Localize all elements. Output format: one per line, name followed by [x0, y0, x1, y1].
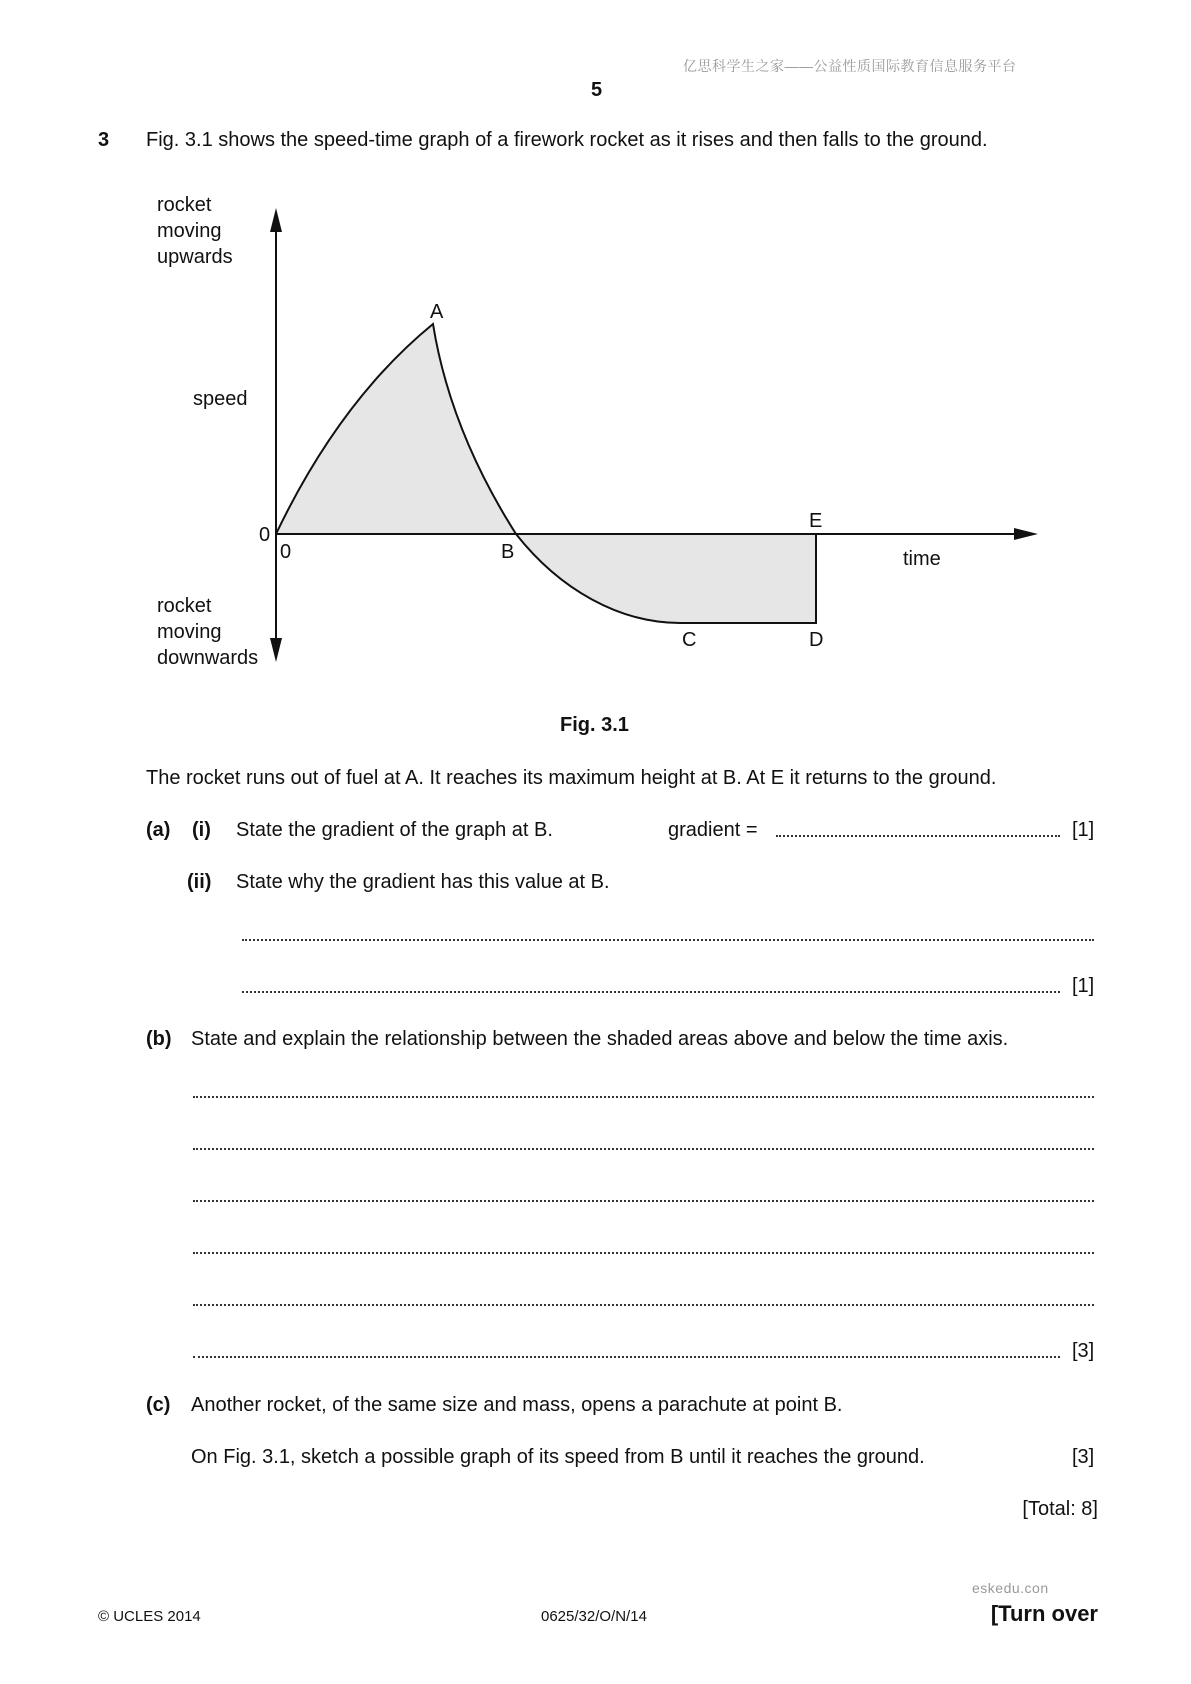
part-a-ii-label: (ii): [187, 871, 212, 893]
answer-line-b-6[interactable]: [193, 1354, 1060, 1358]
part-b-label: (b): [146, 1028, 172, 1050]
statement: The rocket runs out of fuel at A. It reaches its maximum height at B. At E it returns to the ground.: [146, 767, 997, 789]
gradient-answer-line[interactable]: [776, 833, 1060, 837]
point-b-label: B: [501, 541, 515, 563]
point-d-label: D: [809, 629, 824, 651]
down-label-line-1: rocket: [157, 595, 212, 617]
speed-axis-arrow-up: [270, 208, 282, 232]
part-c-label: (c): [146, 1394, 171, 1416]
x-axis-label: time: [903, 548, 941, 570]
point-c-label: C: [682, 629, 697, 651]
answer-line-a-ii-2[interactable]: [242, 989, 1060, 993]
copyright: © UCLES 2014: [98, 1608, 201, 1625]
up-label-line-1: rocket: [157, 194, 212, 216]
answer-line-b-2[interactable]: [193, 1146, 1094, 1150]
answer-line-b-1[interactable]: [193, 1094, 1094, 1098]
part-a-i-marks: [1]: [1072, 819, 1095, 841]
total-marks: [Total: 8]: [1022, 1498, 1098, 1520]
down-label-line-3: downwards: [157, 647, 259, 669]
part-a-ii-text: State why the gradient has this value at B.: [236, 871, 610, 893]
question-intro: Fig. 3.1 shows the speed-time graph of a firework rocket as it rises and then falls to the ground.: [146, 129, 988, 151]
part-b-text: State and explain the relationship between the shaded areas above and below the time axis.: [191, 1028, 1009, 1050]
time-axis-arrow: [1014, 528, 1038, 540]
turn-over: [Turn over: [990, 1601, 1098, 1626]
paper-code: 0625/32/O/N/14: [541, 1608, 647, 1625]
answer-line-a-ii-1[interactable]: [242, 937, 1094, 941]
part-b-marks: [3]: [1072, 1340, 1095, 1362]
part-a-ii-marks: [1]: [1072, 975, 1095, 997]
point-e-label: E: [809, 510, 823, 532]
watermark-top: 亿思科学生之家——公益性质国际教育信息服务平台: [683, 58, 1017, 74]
up-label-line-3: upwards: [157, 246, 233, 268]
part-a-label: (a): [146, 819, 171, 841]
part-c-text-2: On Fig. 3.1, sketch a possible graph of its speed from B until it reaches the ground.: [191, 1446, 925, 1468]
watermark-bottom: eskedu.con: [972, 1580, 1049, 1596]
shaded-area-above: [276, 324, 516, 534]
speed-axis-arrow-down: [270, 638, 282, 662]
part-a-i-text: State the gradient of the graph at B.: [236, 819, 553, 841]
gradient-answer-label: gradient =: [668, 819, 758, 841]
origin-x-label: 0: [280, 541, 292, 563]
point-a-label: A: [430, 301, 444, 323]
part-c-text: Another rocket, of the same size and mass, opens a parachute at point B.: [191, 1394, 843, 1416]
origin-y-label: 0: [259, 524, 271, 546]
y-axis-label: speed: [193, 388, 248, 410]
answer-line-b-4[interactable]: [193, 1250, 1094, 1254]
question-number: 3: [98, 129, 110, 151]
page-number: 5: [591, 79, 603, 101]
down-label-line-2: moving: [157, 621, 222, 643]
answer-line-b-5[interactable]: [193, 1302, 1094, 1306]
part-c-marks: [3]: [1072, 1446, 1095, 1468]
figure-3-1: [0, 0, 1191, 700]
up-label-line-2: moving: [157, 220, 222, 242]
figure-caption: Fig. 3.1: [560, 714, 629, 736]
answer-line-b-3[interactable]: [193, 1198, 1094, 1202]
part-a-i-label: (i): [192, 819, 211, 841]
